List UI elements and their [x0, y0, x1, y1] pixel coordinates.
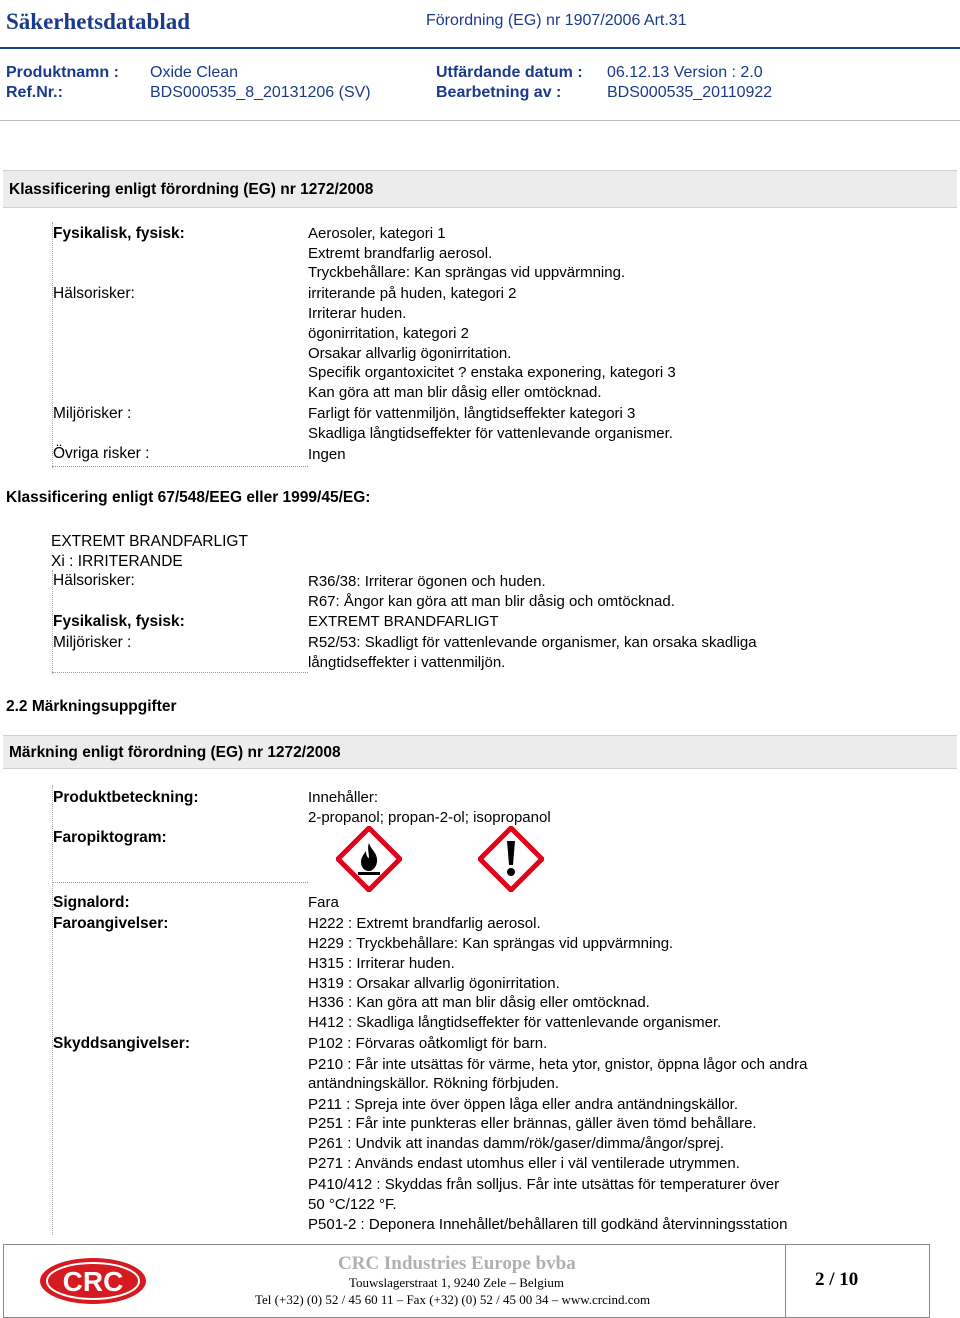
company-contact: Tel (+32) (0) 52 / 45 60 11 – Fax (+32) (0) 52 / 45 00 34 – www.crcind.com	[255, 1292, 651, 1307]
revision-label: Bearbetning av :	[436, 84, 562, 101]
revision-value: BDS000535_20110922	[607, 84, 773, 101]
precautionary-statement: P251 : Får inte punkteras eller brännas, gäller även tömd behållare.	[308, 1115, 757, 1132]
dsd-health-line: R67: Ångor kan göra att man blir dåsig och omtöcknad.	[308, 593, 675, 610]
precautionary-statement: P271 : Används endast utomhus eller i väl ventilerade utrymmen.	[308, 1155, 740, 1172]
precautionary-statement: antändningskällor. Rökning förbjuden.	[308, 1075, 560, 1092]
clp-physical-label: Fysikalisk, fysisk:	[53, 225, 185, 242]
labelling-section-title: 2.2 Märkningsuppgifter	[6, 698, 177, 715]
hazard-statement: H336 : Kan göra att man blir dåsig eller omtöcknad.	[308, 994, 650, 1011]
signal-word-label: Signalord:	[53, 894, 130, 911]
clp-health-line: Irriterar huden.	[308, 305, 407, 322]
dsd-heading: Klassificering enligt 67/548/EEG eller 1999/45/EG:	[6, 489, 371, 506]
dsd-physical-label: Fysikalisk, fysisk:	[53, 613, 185, 630]
table-frame	[52, 785, 53, 1235]
pictogram-label: Faropiktogram:	[53, 829, 167, 846]
table-frame	[52, 222, 53, 468]
company-name: CRC Industries Europe bvba	[338, 1253, 576, 1274]
issue-date-value: 06.12.13 Version : 2.0	[607, 64, 763, 81]
hazard-statement: H229 : Tryckbehållare: Kan sprängas vid uppvärmning.	[308, 935, 674, 952]
flame-pictogram-icon	[336, 826, 402, 892]
precautionary-statement: P210 : Får inte utsättas för värme, heta ytor, gnistor, öppna lågor och andra	[308, 1056, 808, 1073]
dsd-env-label: Miljörisker :	[53, 634, 132, 651]
clp-health-line: Specifik organtoxicitet ? enstaka exponering, kategori 3	[308, 364, 676, 381]
hazard-statement: H315 : Irriterar huden.	[308, 955, 455, 972]
crc-logo	[38, 1256, 148, 1306]
contains-value: 2-propanol; propan-2-ol; isopropanol	[308, 809, 551, 826]
clp-other-label: Övriga risker :	[53, 445, 150, 462]
row-divider	[52, 466, 308, 467]
hazard-statement: H222 : Extremt brandfarlig aerosol.	[308, 915, 541, 932]
labelling-heading: Märkning enligt förordning (EG) nr 1272/2008	[9, 744, 341, 761]
dsd-health-line: R36/38: Irriterar ögonen och huden.	[308, 573, 546, 590]
clp-health-line: irriterande på huden, kategori 2	[308, 285, 517, 302]
clp-heading-band	[3, 170, 957, 208]
company-address: Touwslagerstraat 1, 9240 Zele – Belgium	[349, 1275, 564, 1290]
labelling-heading-band	[3, 735, 957, 769]
issue-date-label: Utfärdande datum :	[436, 64, 583, 81]
precautionary-statements-label: Skyddsangivelser:	[53, 1035, 190, 1052]
dsd-line1: EXTREMT BRANDFARLIGT	[51, 533, 248, 550]
dsd-line2: Xi : IRRITERANDE	[51, 553, 183, 570]
signal-word-value: Fara	[308, 894, 339, 911]
precautionary-statement: 50 °C/122 °F.	[308, 1196, 397, 1213]
row-divider	[52, 672, 308, 673]
clp-health-line: Kan göra att man blir dåsig eller omtöcknad.	[308, 384, 602, 401]
clp-health-line: Orsakar allvarlig ögonirritation.	[308, 345, 512, 362]
regulation-reference: Förordning (EG) nr 1907/2006 Art.31	[426, 12, 687, 29]
clp-env-line: Farligt för vattenmiljön, långtidseffekter kategori 3	[308, 405, 636, 422]
exclamation-pictogram-icon	[478, 826, 544, 892]
clp-heading: Klassificering enligt förordning (EG) nr 1272/2008	[9, 181, 374, 198]
dsd-env-line: R52/53: Skadligt för vattenlevande organismer, kan orsaka skadliga	[308, 634, 757, 651]
crc-logo-text: CRC	[62, 1266, 124, 1297]
hazard-statement: H412 : Skadliga långtidseffekter för vattenlevande organismer.	[308, 1014, 722, 1031]
product-name-label: Produktnamn :	[6, 64, 119, 81]
ref-label: Ref.Nr.:	[6, 84, 63, 101]
table-frame	[52, 570, 53, 674]
hazard-statement: H319 : Orsakar allvarlig ögonirritation.	[308, 975, 560, 992]
clp-health-line: ögonirritation, kategori 2	[308, 325, 469, 342]
dsd-health-label: Hälsorisker:	[53, 572, 135, 589]
ref-value: BDS000535_8_20131206 (SV)	[150, 84, 371, 101]
row-divider	[52, 882, 308, 883]
dsd-env-line: långtidseffekter i vattenmiljön.	[308, 654, 506, 671]
clp-physical-line: Aerosoler, kategori 1	[308, 225, 446, 242]
clp-other-value: Ingen	[308, 446, 346, 463]
clp-env-line: Skadliga långtidseffekter för vattenlevande organismer.	[308, 425, 673, 442]
page-number: 2 / 10	[815, 1269, 859, 1290]
precautionary-statement: P501-2 : Deponera Innehållet/behållaren till godkänd återvinningsstation	[308, 1216, 788, 1233]
product-identifier-label: Produktbeteckning:	[53, 789, 199, 806]
contains-label: Innehåller:	[308, 789, 379, 806]
precautionary-statement: P211 : Spreja inte över öppen låga eller andra antändningskällor.	[308, 1096, 739, 1113]
precautionary-statement: P102 : Förvaras oåtkomligt för barn.	[308, 1035, 548, 1052]
product-name-value: Oxide Clean	[150, 64, 239, 81]
clp-health-label: Hälsorisker:	[53, 285, 135, 302]
clp-physical-line: Tryckbehållare: Kan sprängas vid uppvärmning.	[308, 264, 626, 281]
header-divider	[0, 47, 960, 49]
clp-env-label: Miljörisker :	[53, 405, 132, 422]
footer-divider	[785, 1244, 786, 1317]
precautionary-statement: P261 : Undvik att inandas damm/rök/gaser/dimma/ångor/sprej.	[308, 1135, 725, 1152]
hazard-statements-label: Faroangivelser:	[53, 915, 169, 932]
dsd-physical-value: EXTREMT BRANDFARLIGT	[308, 613, 499, 630]
precautionary-statement: P410/412 : Skyddas från solljus. Får inte utsättas för temperaturer över	[308, 1176, 780, 1193]
clp-physical-line: Extremt brandfarlig aerosol.	[308, 245, 493, 262]
header-bottom-rule	[0, 120, 960, 121]
document-title: Säkerhetsdatablad	[6, 9, 191, 34]
